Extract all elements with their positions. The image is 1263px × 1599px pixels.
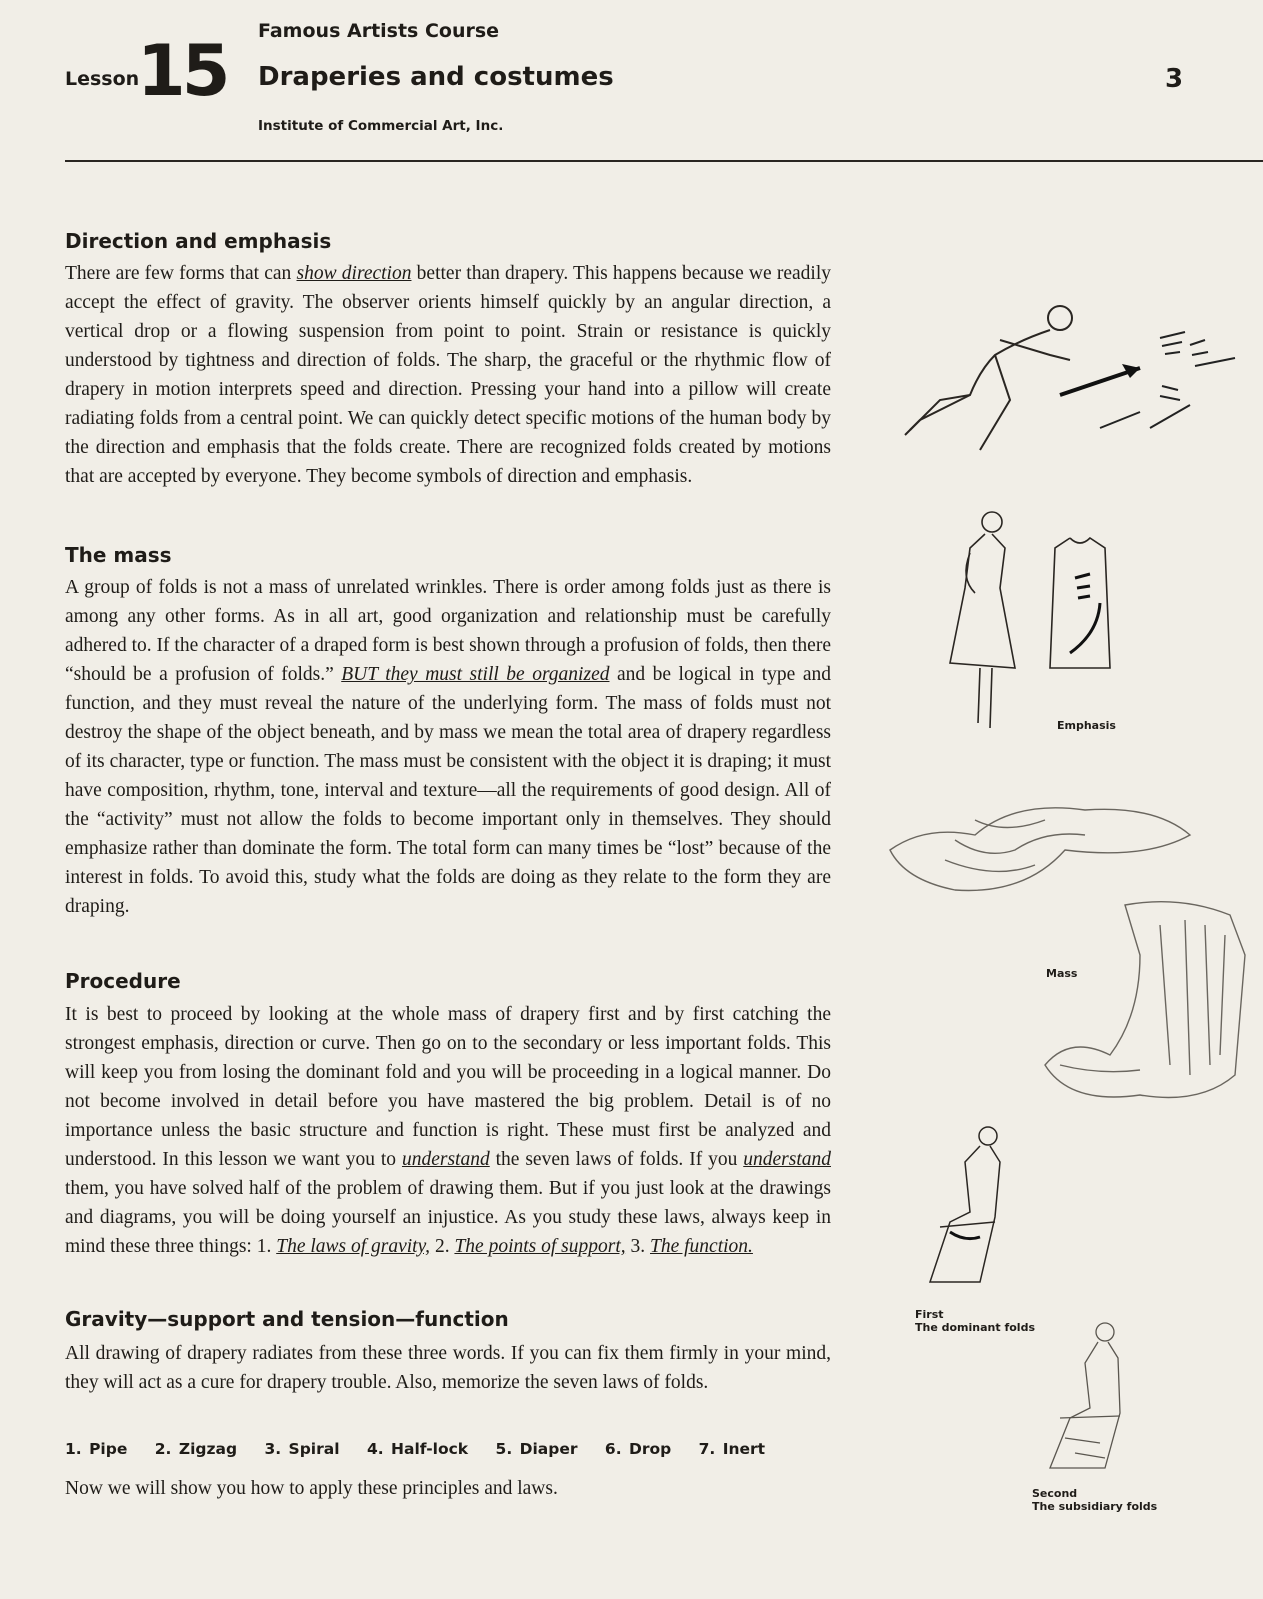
heading-gravity: Gravity—support and tension—function	[65, 1307, 509, 1331]
heading-direction: Direction and emphasis	[65, 229, 332, 253]
heading-procedure: Procedure	[65, 969, 181, 993]
dress-figures-illustration	[930, 508, 1130, 738]
law-item: 4. Half-lock	[366, 1440, 469, 1458]
law-item: 2. Zigzag	[154, 1440, 238, 1458]
caption-second: Second The subsidiary folds	[1032, 1487, 1158, 1513]
laws-list	[65, 1440, 785, 1458]
law-item: 5. Diaper	[495, 1440, 578, 1458]
closing-text: Now we will show you how to apply these principles and laws.	[65, 1478, 558, 1499]
seated-figure-first-illustration	[910, 1122, 1020, 1287]
running-figure-illustration	[900, 300, 1240, 475]
caption-mass: Mass	[1046, 967, 1078, 980]
law-item: 1. Pipe	[65, 1440, 128, 1458]
paragraph-mass: A group of folds is not a mass of unrelated wrinkles. There is order among folds just as there is among any other forms. As in all art, good organization and relationship must be carefully adhered to. If the character of a draped form is best shown through a profusion of folds, then there “should be a profusion of folds.” BUT they must still be organized and be logical in type and function, and they must reveal the nature of the underlying form. The mass of folds must not destroy the shape of the object beneath, and by mass we mean the total area of drapery regardless of its character, type or function. The mass must be consistent with the object it is draping; it must have composition, rhythm, tone, interval and texture—all the requirements of good design. All of the “activity” must not allow the folds to become important only in themselves. They should emphasize rather than dominate the form. The total form can many times be “lost” because of the interest in folds. To avoid this, study what the folds are doing as they relate to the form they are draping.	[65, 577, 831, 917]
caption-emphasis: Emphasis	[1057, 719, 1116, 732]
caption-first: First The dominant folds	[915, 1308, 1035, 1334]
paragraph-direction: There are few forms that can show direction better than drapery. This happens because we readily accept the effect of gravity. The observer orients himself quickly by an angular direction, a vertical drop or a flowing suspension from point to point. Strain or resistance is quickly understood by tightness and direction of folds. The sharp, the graceful or the rhythmic flow of drapery in motion interprets speed and direction. Pressing your hand into a pillow will create radiating folds from a central point. We can quickly detect specific motions of the human body by the direction and emphasis that the folds create. There are recognized folds created by motions that are accepted by everyone. They become symbols of direction and emphasis.	[65, 263, 832, 487]
paragraph-procedure: It is best to proceed by looking at the whole mass of drapery first and by first catching the strongest emphasis, direction or curve. Then go on to the secondary or less important folds. This will keep you from losing the dominant fold and you will be proceeding in a logical manner. Do not become involved in detail before you have mastered the big problem. Detail is of no importance unless the basic structure and function is right. These must first be analyzed and understood. In this lesson we want you to understand the seven laws of folds. If you understand them, you have solved half of the problem of drawing them. But if you just look at the drawings and diagrams, you will be doing yourself an injustice. As you study these laws, always keep in mind these three things: 1. The laws of gravity, 2. The points of support, 3. The function.	[65, 1004, 831, 1257]
course-name: Famous Artists Course	[258, 20, 500, 42]
lesson-number: 15	[137, 30, 227, 112]
seated-figure-second-illustration	[1030, 1318, 1150, 1478]
header-divider	[65, 160, 1263, 162]
hanging-drapery-illustration	[1040, 895, 1250, 1120]
paragraph-gravity: All drawing of drapery radiates from these three words. If you can fix them firmly in your mind, they will act as a cure for drapery trouble. Also, memorize the seven laws of folds.	[65, 1343, 831, 1393]
page-title: Draperies and costumes	[258, 62, 614, 92]
institute-name: Institute of Commercial Art, Inc.	[258, 118, 504, 134]
law-item: 7. Inert	[698, 1440, 766, 1458]
law-item: 3. Spiral	[264, 1440, 340, 1458]
lesson-label: Lesson	[65, 68, 140, 90]
heading-mass: The mass	[65, 543, 172, 567]
folded-cloth-illustration	[885, 790, 1195, 910]
law-item: 6. Drop	[604, 1440, 672, 1458]
page-number: 3	[1165, 64, 1184, 94]
